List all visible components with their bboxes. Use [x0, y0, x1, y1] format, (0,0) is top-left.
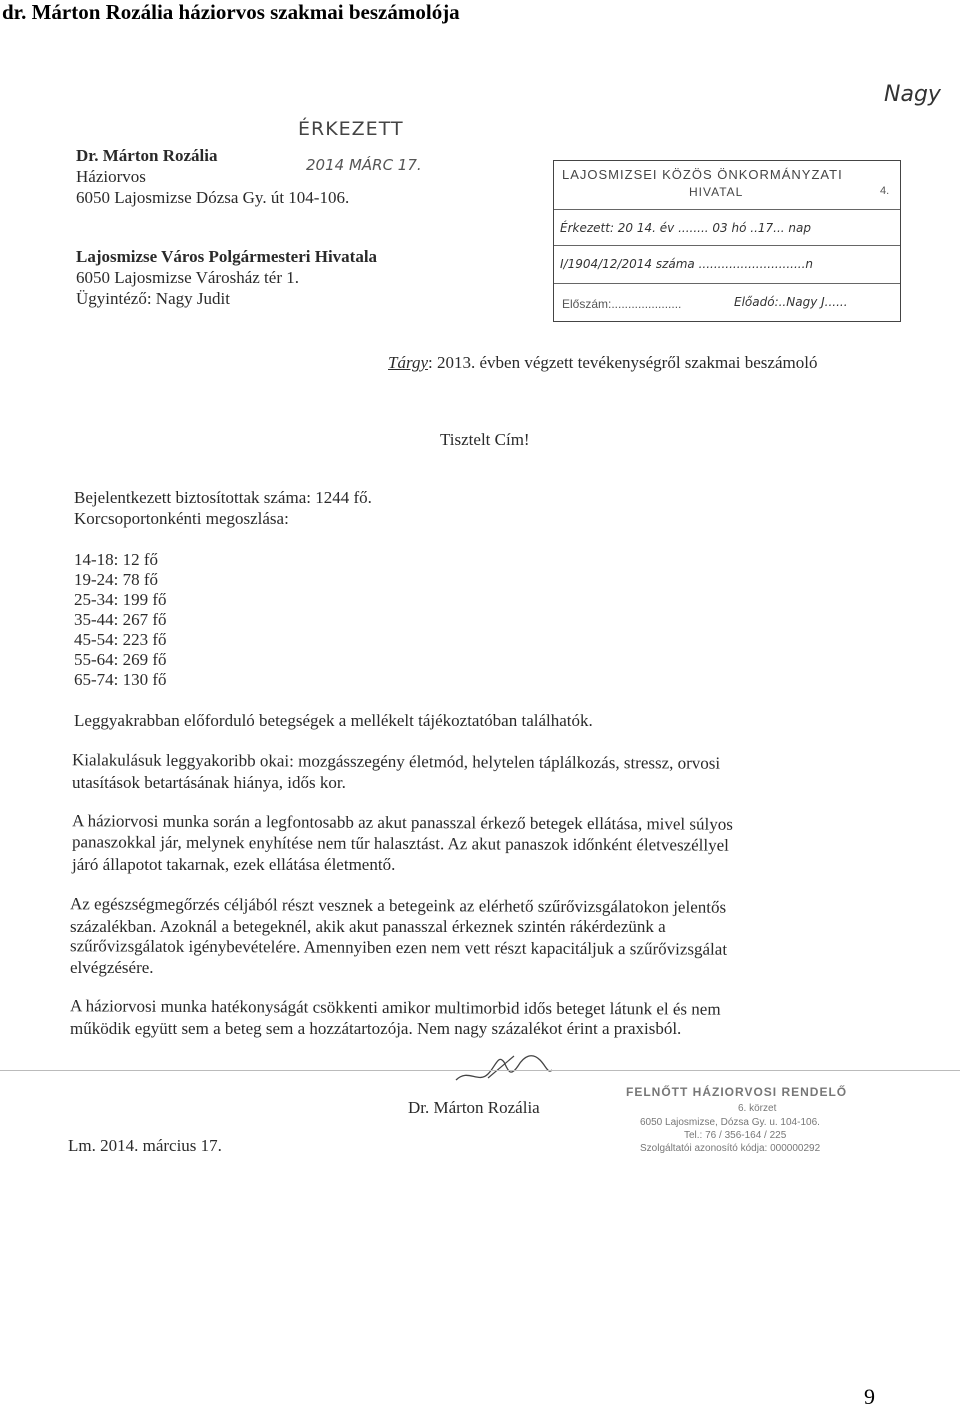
paragraph-acute-l1: A háziorvosi munka során a legfontosabb az akut panasszal érkező betegek ellátása, mivel súlyos — [71, 811, 733, 834]
paragraph-screening-l3: szűrővizsgálatok igénybevételére. Amennyiben ezen nem vett részt kapacitáljuk a szűrővizsgálat — [69, 936, 728, 959]
registry-prev-number: Előszám:..................... — [562, 297, 682, 311]
subject-text: : 2013. évben végzett tevékenységről szakmai beszámoló — [428, 353, 818, 372]
signature-name: Dr. Márton Rozália — [408, 1098, 540, 1117]
practice-stamp-address: 6050 Lajosmizse, Dózsa Gy. u. 104-106. — [640, 1117, 820, 1128]
paragraph-diseases: Leggyakrabban előforduló betegségek a mellékelt tájékoztatóban találhatók. — [74, 711, 593, 730]
age-group-item: 25-34: 199 fő — [74, 590, 167, 609]
paragraph-causes-l2: utasítások betartásának hiánya, idős kor. — [72, 773, 346, 792]
recipient-address: 6050 Lajosmizse Városház tér 1. — [76, 268, 299, 287]
age-group-item: 45-54: 223 fő — [74, 630, 167, 649]
subject-line — [388, 353, 817, 373]
sender-role: Háziorvos — [76, 167, 146, 186]
place-date: Lm. 2014. március 17. — [68, 1136, 222, 1155]
recipient-clerk: Ügyintéző: Nagy Judit — [76, 289, 230, 308]
insured-count: Bejelentkezett biztosítottak száma: 1244 fő. — [74, 488, 372, 507]
registry-number: I/1904/12/2014 száma ............................n — [560, 257, 814, 271]
received-stamp-label: ÉRKEZETT — [298, 118, 404, 140]
subject-label: Tárgy — [388, 353, 428, 372]
registry-stamp — [553, 160, 901, 322]
handwritten-initials: Nagy — [884, 82, 941, 107]
practice-stamp — [620, 1085, 880, 1163]
age-group-item: 65-74: 130 fő — [74, 670, 167, 689]
paragraph-efficiency-l2: működik együtt sem a beteg sem a hozzátartozója. Nem nagy százalékot érint a praxisból. — [70, 1019, 682, 1038]
practice-stamp-district: 6. körzet — [738, 1103, 777, 1114]
separator-line — [0, 1070, 960, 1071]
age-distribution-title: Korcsoportonkénti megoszlása: — [74, 509, 289, 528]
sender-name: Dr. Márton Rozália — [76, 146, 218, 165]
scanned-letter — [0, 40, 960, 1340]
page-title: dr. Márton Rozália háziorvos szakmai beszámolója — [2, 0, 460, 24]
paragraph-screening-l4: elvégzésére. — [70, 958, 154, 977]
practice-stamp-title: FELNŐTT HÁZIORVOSI RENDELŐ — [626, 1085, 848, 1099]
registry-officer: Előadó:..Nagy J...... — [734, 295, 848, 309]
sender-address: 6050 Lajosmizse Dózsa Gy. út 104-106. — [76, 188, 350, 207]
practice-stamp-code: Szolgáltatói azonosító kódja: 000000292 — [640, 1143, 821, 1154]
paragraph-screening-l1: Az egészségmegőrzés céljából részt vesznek a betegeink az elérhető szűrővizsgálatokon jelentős — [69, 894, 727, 917]
paragraph-efficiency-l1: A háziorvosi munka hatékonyságát csökkenti amikor multimorbid idős beteget látunk el és nem — [69, 996, 721, 1019]
page-number: 9 — [864, 1384, 875, 1409]
salutation: Tisztelt Cím! — [440, 430, 530, 449]
registry-stamp-number-tag: 4. — [880, 185, 890, 197]
registry-stamp-header: LAJOSMIZSEI KÖZÖS ÖNKORMÁNYZATI — [562, 167, 843, 182]
paragraph-acute-l2: panaszokkal jár, melynek enyhítése nem tűr halasztást. Az akut panaszok időnként életveszéllyel — [71, 832, 729, 855]
age-group-item: 19-24: 78 fő — [74, 570, 159, 589]
paragraph-acute-l3: járó állapotot takarnak, ezek ellátása életmentő. — [72, 855, 396, 874]
registry-stamp-header2: HIVATAL — [689, 185, 744, 199]
age-group-item: 35-44: 267 fő — [74, 610, 167, 629]
paragraph-causes-l1: Kialakulásuk leggyakoribb okai: mozgásszegény életmód, helytelen táplálkozás, stressz, orvosi — [71, 750, 721, 773]
paragraph-screening-l2: százalékban. Azoknál a betegeknél, akik akut panasszal érkeznek szintén rákérdezünk a — [70, 917, 666, 936]
age-group-item: 55-64: 269 fő — [74, 650, 167, 669]
received-stamp-date: 2014 MÁRC 17. — [306, 156, 422, 174]
registry-arrived: Érkezett: 20 14. év ........ 03 hó ..17... nap — [560, 221, 811, 235]
signature-scribble — [448, 1048, 558, 1088]
age-group-item: 14-18: 12 fő — [74, 550, 159, 569]
recipient-office: Lajosmizse Város Polgármesteri Hivatala — [76, 247, 378, 266]
practice-stamp-phone: Tel.: 76 / 356-164 / 225 — [684, 1130, 787, 1141]
